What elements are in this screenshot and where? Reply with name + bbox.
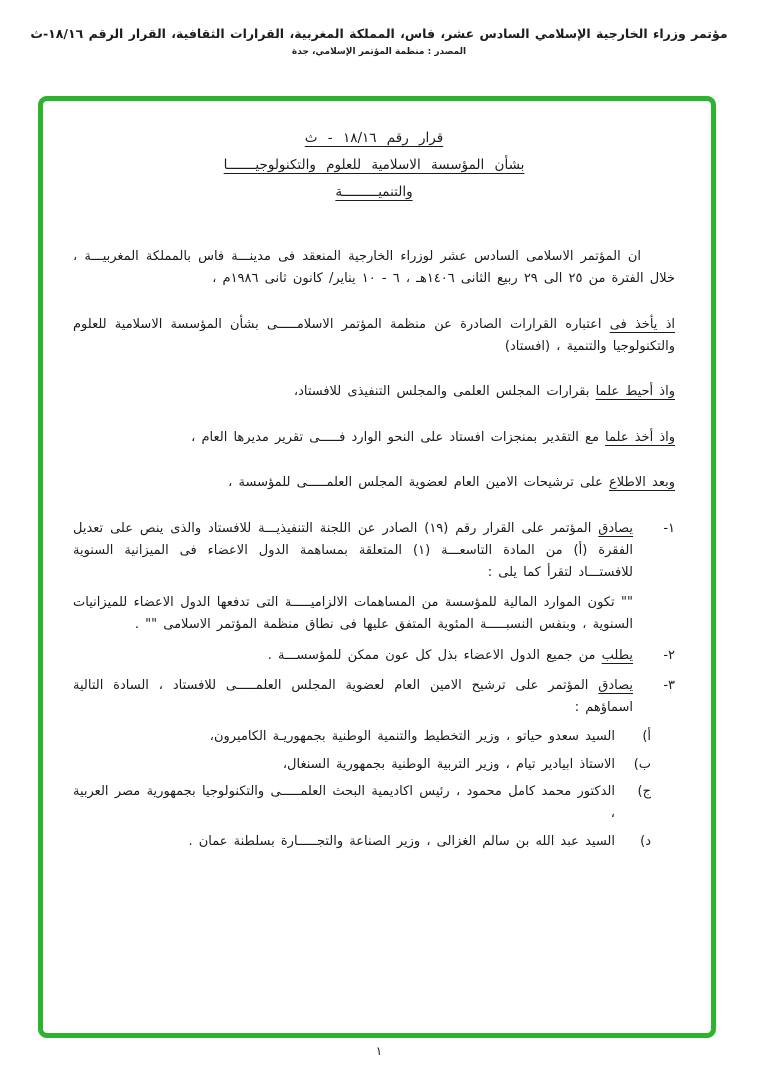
item-body: المؤتمر على القرار رقم (١٩) الصادر عن اللجنة التنفيذيـــة للافستاد والذى ينص على تعديل الفقرة (أ) من المادة التاسعـــة (١) المتعلقة بمساهمة الدول الاعضاء فى الميزانية السنوية للافستـــاد لتقرأ كما يلى : bbox=[73, 520, 633, 581]
item-number: ١- bbox=[663, 520, 675, 536]
resolution-subject-line-2: والتنميـــــــــة bbox=[335, 184, 413, 200]
preamble-paragraph-5 bbox=[73, 472, 675, 494]
item-letter-label: د) bbox=[640, 833, 651, 849]
preamble-paragraph-2 bbox=[73, 314, 675, 359]
item-lead: يصادق bbox=[598, 677, 633, 693]
item-letter-label: أ) bbox=[642, 729, 651, 745]
item-text: الاستاذ ابيادير تيام ، وزير التربية الوطنية بجمهورية السنغال، bbox=[282, 756, 615, 772]
item-text bbox=[73, 518, 633, 585]
item-text bbox=[73, 675, 633, 720]
document-body bbox=[43, 101, 711, 853]
page-number: ١ bbox=[375, 1044, 383, 1058]
green-border-frame bbox=[38, 96, 716, 1038]
header-citation-line: مؤتمر وزراء الخارجية الإسلامي السادس عشر، فاس، المملكة المغربية، القرارات الثقافية، القرار الرقم ١٨/١٦-ث bbox=[30, 26, 728, 41]
resolution-number-line: قرار رقم ١٨/١٦ - ث bbox=[304, 130, 444, 146]
paragraph-text: ان المؤتمر الاسلامى السادس عشر لوزراء الخارجية المنعقد فى مدينـــة فاس بالمملكة المغربيـــة ، خلال الفترة من ٢٥ الى ٢٩ ربيع الثانى ١٤٠٦هـ ، ٦ - ١٠ يناير/ كانون ثانى ١٩٨٦م ، bbox=[73, 249, 675, 287]
item-body: المؤتمر على ترشيح الامين العام لعضوية المجلس العلمـــــى للافستاد ، السادة التالية اسماؤهم : bbox=[73, 677, 633, 716]
preamble-paragraph-4 bbox=[73, 427, 675, 449]
item-letter-label: ج) bbox=[637, 784, 651, 800]
lettered-item-d bbox=[73, 831, 651, 853]
item-text: السيد عبد الله بن سالم الغزالى ، وزير الصناعة والتجـــــارة بسلطنة عمان . bbox=[188, 833, 615, 849]
source-line: المصدر : منظمة المؤتمر الإسلامي، جدة bbox=[291, 47, 467, 57]
item-number: ٣- bbox=[663, 677, 675, 693]
numbered-item-2 bbox=[73, 645, 675, 667]
lettered-item-a bbox=[73, 726, 651, 748]
paragraph-lead: واذ أخذ علما bbox=[605, 429, 675, 445]
quote-block: "" تكون الموارد المالية للمؤسسة من المساهمات الالزاميـــــة التى تدفعها الدول الاعضاء للميزانيات السنوية ، وبنفس النسبـــــة المئوية المتفق عليها فى نطاق منظمة المؤتمر الاسلامى "" . bbox=[73, 594, 633, 632]
resolution-subject-line-1: بشأن المؤسسة الاسلامية للعلوم والتكنولوجيـــــــا bbox=[223, 157, 525, 173]
paragraph-text: اعتباره القرارات الصادرة عن منظمة المؤتمر الاسلامـــــى بشأن المؤسسة الاسلامية للعلوم والتكنولوجيا والتنمية ، (افستاد) bbox=[73, 316, 675, 355]
lettered-item-b bbox=[73, 754, 651, 776]
numbered-item-1 bbox=[73, 518, 675, 585]
item-text bbox=[73, 645, 633, 667]
preamble-paragraph-1 bbox=[73, 246, 675, 291]
paragraph-lead: واذ أحيط علما bbox=[595, 384, 675, 400]
item-letter-label: ب) bbox=[633, 756, 651, 772]
item-body: من جميع الدول الاعضاء بذل كل عون ممكن للمؤسســـة . bbox=[267, 648, 602, 664]
item-lead: يطلب bbox=[601, 648, 633, 664]
lettered-item-c bbox=[73, 781, 651, 826]
item-text: السيد سعدو حياتو ، وزير التخطيط والتنمية الوطنية بجمهوريـة الكاميرون، bbox=[209, 729, 615, 745]
numbered-item-3 bbox=[73, 675, 675, 720]
paragraph-text: على ترشيحات الامين العام لعضوية المجلس العلمـــــى للمؤسسة ، bbox=[228, 475, 609, 491]
paragraph-lead: اذ يأخذ فى bbox=[609, 316, 676, 332]
document-header bbox=[0, 0, 758, 57]
item-number: ٢- bbox=[663, 648, 675, 664]
item-text: الدكتور محمد كامل محمود ، رئيس اكاديمية البحث العلمـــــى والتكنولوجيا بجمهورية مصر العربية ، bbox=[73, 784, 615, 822]
paragraph-text: بقرارات المجلس العلمى والمجلس التنفيذى للافستاد، bbox=[293, 384, 596, 400]
paragraph-lead: وبعد الاطلاع bbox=[608, 475, 675, 491]
paragraph-text: مع التقدير بمنجزات افستاد على النحو الوارد فـــــى تقرير مديرها العام ، bbox=[191, 429, 606, 445]
preamble-paragraph-3 bbox=[73, 381, 675, 403]
resolution-title bbox=[73, 125, 675, 206]
item-lead: يصادق bbox=[598, 520, 634, 536]
